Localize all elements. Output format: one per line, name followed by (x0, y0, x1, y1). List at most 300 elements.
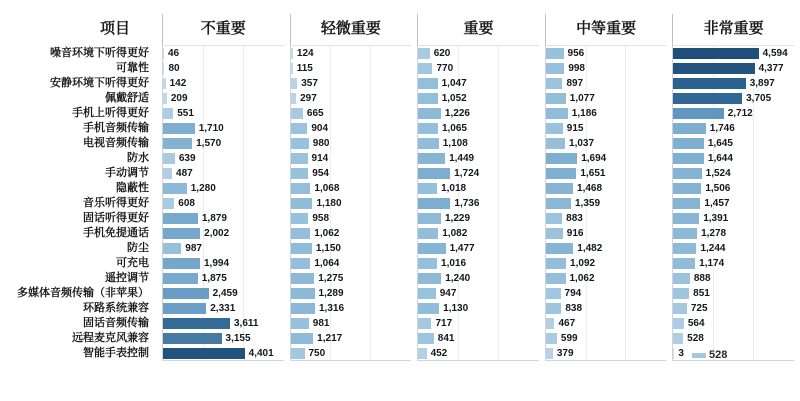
bar-value-label: 841 (437, 333, 455, 344)
bar-cell-col4 (545, 211, 667, 226)
bar-cell-col2 (290, 331, 412, 346)
bar[interactable] (418, 48, 430, 59)
bar-cell-col3 (417, 256, 539, 271)
bar-value-label: 487 (176, 168, 193, 179)
bar[interactable] (291, 273, 315, 284)
bar[interactable] (546, 228, 563, 239)
bar-cell-col2 (290, 136, 412, 151)
bar-cell-col2 (290, 76, 412, 91)
bar[interactable] (418, 243, 445, 254)
bar-cell-col4 (545, 106, 667, 121)
bar-value-label: 1,570 (196, 138, 222, 149)
bar[interactable] (291, 258, 311, 269)
bar-value-label: 1,065 (441, 123, 467, 134)
bar-cell-col4 (545, 136, 667, 151)
bar-value-label: 3,705 (746, 93, 772, 104)
bar-value-label: 1,068 (314, 183, 340, 194)
bar-cell-col4 (545, 226, 667, 241)
bar-value-label: 297 (300, 93, 317, 104)
bar[interactable] (163, 93, 167, 104)
bar[interactable] (418, 63, 432, 74)
bar-cell-col5 (672, 76, 794, 91)
bar[interactable] (673, 228, 697, 239)
bar-value-label: 1,278 (701, 228, 727, 239)
bar-value-label: 1,275 (318, 273, 344, 284)
bar-value-label: 770 (436, 63, 454, 74)
bar[interactable] (163, 168, 172, 179)
bar-value-label: 639 (178, 153, 196, 164)
bar-cell-col3 (417, 46, 539, 61)
bar-cell-col3 (417, 226, 539, 241)
items-column-header: 项目 (99, 20, 130, 37)
bar[interactable] (163, 318, 230, 329)
bar-value-label: 897 (566, 78, 584, 89)
bar-cell-col1 (162, 136, 284, 151)
bar-cell-col2 (290, 241, 412, 256)
bar-value-label: 1,047 (441, 78, 467, 89)
bar-cell-col2 (290, 61, 412, 76)
bar-value-label: 1,710 (198, 123, 224, 134)
bar[interactable] (546, 333, 557, 344)
bar-cell-col1 (162, 301, 284, 316)
category-label: 可靠性 (116, 62, 149, 74)
bar[interactable] (163, 123, 195, 134)
bar[interactable] (163, 228, 200, 239)
bar-value-label: 725 (690, 303, 708, 314)
bar-value-label: 794 (564, 288, 582, 299)
bar[interactable] (291, 78, 298, 89)
bar-cell-col3 (417, 271, 539, 286)
bar[interactable] (673, 153, 704, 164)
column-header-very-important: 非常重要 (672, 14, 794, 46)
bar-cell-col2 (290, 166, 412, 181)
category-label: 多媒体音频传输（非苹果） (17, 287, 149, 299)
bar-cell-col4 (545, 346, 667, 361)
bar-value-label: 1,644 (707, 153, 733, 164)
bar[interactable] (291, 63, 293, 74)
bar-cell-col5 (672, 106, 794, 121)
bar-cell-col2 (290, 211, 412, 226)
stray-bar-fragment (692, 349, 727, 361)
bar-value-label: 209 (170, 93, 188, 104)
bar[interactable] (418, 303, 439, 314)
bar-cell-col2 (290, 46, 412, 61)
bar[interactable] (291, 318, 309, 329)
bar[interactable] (291, 138, 309, 149)
bar-cell-col2 (290, 226, 412, 241)
bar[interactable] (673, 288, 689, 299)
bar[interactable] (673, 243, 696, 254)
bar[interactable] (163, 78, 166, 89)
bar-cell-col2 (290, 301, 412, 316)
bar-cell-col4 (545, 241, 667, 256)
bar[interactable] (546, 63, 565, 74)
bar[interactable] (546, 288, 561, 299)
bar[interactable] (291, 153, 308, 164)
bar-value-label: 947 (439, 288, 457, 299)
bar[interactable] (673, 303, 686, 314)
bar[interactable] (163, 348, 245, 359)
bar-cell-col3 (417, 196, 539, 211)
bar-cell-col5 (672, 166, 794, 181)
bar-cell-col1 (162, 226, 284, 241)
bar-cell-col1 (162, 106, 284, 121)
bar-cell-col1 (162, 151, 284, 166)
stray-bar (692, 353, 706, 358)
bar-value-label: 998 (568, 63, 585, 74)
bar[interactable] (418, 213, 441, 224)
category-label: 固话听得更好 (83, 212, 149, 224)
bar-value-label: 1,694 (581, 153, 607, 164)
bar-value-label: 1,457 (704, 198, 730, 209)
bar-cell-col5 (672, 211, 794, 226)
bar[interactable] (291, 303, 315, 314)
bar-value-label: 1,724 (454, 168, 480, 179)
bar-cell-col1 (162, 316, 284, 331)
bar-value-label: 1,468 (577, 183, 603, 194)
bar-cell-col4 (545, 46, 667, 61)
bar[interactable] (418, 108, 441, 119)
bar[interactable] (546, 93, 566, 104)
bar-value-label: 1,082 (442, 228, 468, 239)
bar[interactable] (673, 198, 700, 209)
bar-value-label: 1,736 (454, 198, 480, 209)
bar-cell-col1 (162, 166, 284, 181)
bar[interactable] (163, 213, 198, 224)
category-label: 遥控调节 (105, 272, 149, 284)
bar-value-label: 1,879 (201, 213, 227, 224)
bar-cell-col3 (417, 346, 539, 361)
bar[interactable] (418, 153, 445, 164)
bar[interactable] (673, 48, 758, 59)
bar[interactable] (291, 48, 293, 59)
bar-cell-col5 (672, 316, 794, 331)
category-label: 噪音环境下听得更好 (50, 47, 149, 59)
bar-cell-col2 (290, 271, 412, 286)
bar-value-label: 2,459 (212, 288, 238, 299)
bar-value-label: 838 (565, 303, 583, 314)
stray-bar-value: 528 (709, 349, 728, 361)
bar[interactable] (291, 183, 311, 194)
bar[interactable] (418, 273, 441, 284)
bar[interactable] (418, 78, 437, 89)
bar-value-label: 750 (308, 347, 326, 359)
bar-value-label: 3,155 (225, 333, 251, 344)
bar[interactable] (291, 288, 315, 299)
bar-value-label: 980 (312, 138, 330, 149)
bar-cell-col2 (290, 286, 412, 301)
bar[interactable] (291, 228, 311, 239)
bar[interactable] (673, 138, 704, 149)
bar-value-label: 467 (558, 318, 576, 329)
bar-value-label: 1,217 (317, 333, 343, 344)
bar[interactable] (546, 258, 566, 269)
bar-value-label: 1,037 (569, 138, 595, 149)
category-label: 手机音频传输 (83, 122, 149, 134)
bar[interactable] (163, 198, 174, 209)
bar[interactable] (418, 93, 438, 104)
bar-value-label: 1,994 (203, 258, 230, 269)
bar[interactable] (546, 243, 573, 254)
bar[interactable] (163, 63, 164, 74)
bar-cell-col1 (162, 91, 284, 106)
bar[interactable] (418, 348, 426, 359)
bar-cell-col1 (162, 271, 284, 286)
bar[interactable] (673, 318, 683, 329)
bar-cell-col5 (672, 196, 794, 211)
category-label: 智能手表控制 (83, 347, 149, 359)
category-label: 防尘 (127, 242, 149, 254)
bar[interactable] (673, 93, 742, 104)
bar[interactable] (291, 213, 309, 224)
category-label: 隐蔽性 (116, 182, 149, 194)
bar-cell-col4 (545, 121, 667, 136)
bar-value-label: 883 (566, 213, 583, 224)
bar-value-label: 1,746 (709, 123, 735, 134)
bar-value-label: 1,174 (699, 258, 725, 269)
bar-value-label: 1,226 (444, 108, 470, 119)
bar[interactable] (291, 198, 313, 209)
bar-value-label: 608 (178, 198, 195, 209)
bar[interactable] (418, 333, 434, 344)
bar[interactable] (546, 183, 573, 194)
bar[interactable] (673, 213, 699, 224)
bar-cell-col5 (672, 271, 794, 286)
bar[interactable] (546, 123, 563, 134)
bar-value-label: 124 (296, 48, 314, 59)
bar-value-label: 1,506 (705, 183, 731, 194)
bar[interactable] (163, 138, 192, 149)
bar-cell-col4 (545, 301, 667, 316)
bar-value-label: 1,052 (441, 93, 467, 104)
bar-cell-col2 (290, 256, 412, 271)
bar[interactable] (673, 108, 723, 119)
bar-cell-col2 (290, 106, 412, 121)
bar-value-label: 1,316 (319, 303, 345, 314)
bar-value-label: 851 (693, 288, 710, 299)
bar-cell-col5 (672, 226, 794, 241)
bar[interactable] (546, 168, 577, 179)
category-label: 手机上听得更好 (72, 107, 149, 119)
column-header-not-important: 不重要 (162, 14, 284, 46)
bar[interactable] (546, 348, 553, 359)
bar[interactable] (163, 258, 200, 269)
bar-cell-col3 (417, 166, 539, 181)
category-label: 手机免提通话 (83, 227, 149, 239)
bar[interactable] (673, 123, 705, 134)
bar[interactable] (163, 153, 175, 164)
bar-cell-col3 (417, 76, 539, 91)
bar[interactable] (546, 153, 577, 164)
bar[interactable] (163, 303, 206, 314)
bar-value-label: 1,064 (314, 258, 340, 269)
bar-cell-col1 (162, 61, 284, 76)
bar-value-label: 599 (560, 333, 578, 344)
bar[interactable] (673, 63, 754, 74)
bar-value-label: 142 (169, 78, 187, 89)
bar[interactable] (418, 198, 450, 209)
bar-value-label: 1,186 (571, 108, 597, 119)
bar[interactable] (673, 168, 701, 179)
bar-cell-col3 (417, 181, 539, 196)
bar-cell-col1 (162, 196, 284, 211)
chart-body (0, 46, 800, 361)
bar[interactable] (163, 243, 181, 254)
bar[interactable] (418, 228, 438, 239)
bar-value-label: 1,092 (570, 258, 596, 269)
bar[interactable] (673, 348, 674, 359)
bar-cell-col5 (672, 256, 794, 271)
bar-value-label: 2,712 (727, 108, 753, 119)
bar[interactable] (291, 93, 297, 104)
bar-value-label: 2,002 (204, 228, 230, 239)
bar[interactable] (291, 333, 314, 344)
bar-value-label: 1,062 (314, 228, 340, 239)
bar-cell-col1 (162, 241, 284, 256)
bar-cell-col4 (545, 61, 667, 76)
bar-value-label: 956 (567, 48, 585, 59)
bar-cell-col2 (290, 91, 412, 106)
category-label: 音乐听得更好 (83, 197, 149, 209)
bar-value-label: 1,289 (318, 288, 344, 299)
bar-value-label: 1,391 (703, 213, 729, 224)
column-header-slightly-important: 轻微重要 (290, 14, 412, 46)
bar[interactable] (546, 108, 568, 119)
bar-cell-col5 (672, 301, 794, 316)
bar[interactable] (291, 243, 312, 254)
bar-cell-col1 (162, 121, 284, 136)
bar-value-label: 981 (312, 318, 330, 329)
bar-value-label: 916 (566, 228, 584, 239)
bar-cell-col1 (162, 211, 284, 226)
bar-value-label: 1,875 (201, 273, 227, 284)
category-label: 安静环境下听得更好 (50, 77, 149, 89)
bar-value-label: 2,331 (210, 303, 236, 314)
bar[interactable] (546, 318, 555, 329)
bar-cell-col2 (290, 196, 412, 211)
category-label: 可充电 (116, 257, 149, 269)
bar[interactable] (673, 273, 689, 284)
category-label: 佩戴舒适 (105, 92, 149, 104)
bar[interactable] (418, 123, 438, 134)
bar[interactable] (163, 183, 187, 194)
bar[interactable] (673, 183, 701, 194)
bar-value-label: 1,477 (449, 243, 475, 254)
bar-cell-col1 (162, 256, 284, 271)
bar-value-label: 620 (433, 48, 451, 59)
bar-cell-col4 (545, 316, 667, 331)
bar-cell-col3 (417, 136, 539, 151)
bar[interactable] (163, 273, 198, 284)
bar[interactable] (163, 108, 173, 119)
bar[interactable] (291, 168, 309, 179)
bar[interactable] (418, 138, 439, 149)
category-label: 环路系统兼容 (83, 302, 149, 314)
bar[interactable] (546, 273, 566, 284)
bar[interactable] (546, 303, 562, 314)
bar-value-label: 1,130 (443, 303, 469, 314)
bar[interactable] (418, 318, 431, 329)
bar-cell-col3 (417, 91, 539, 106)
bar-cell-col4 (545, 196, 667, 211)
bar[interactable] (163, 48, 164, 59)
bar[interactable] (291, 108, 303, 119)
bar-value-label: 115 (296, 63, 313, 74)
bar-cell-col5 (672, 181, 794, 196)
bar[interactable] (163, 333, 222, 344)
bar-value-label: 528 (687, 333, 704, 344)
bar-cell-col4 (545, 76, 667, 91)
bar[interactable] (291, 348, 305, 359)
bar[interactable] (673, 258, 695, 269)
bar-value-label: 1,280 (190, 183, 216, 194)
bar-cell-col5 (672, 331, 794, 346)
bar-cell-col1 (162, 346, 284, 361)
bar-cell-col2 (290, 181, 412, 196)
chart-header-row (0, 14, 800, 46)
bar-value-label: 4,401 (248, 347, 274, 359)
bar[interactable] (418, 288, 436, 299)
bar-value-label: 379 (556, 347, 574, 359)
bar-cell-col1 (162, 286, 284, 301)
bar-value-label: 958 (312, 213, 330, 224)
bar[interactable] (418, 258, 437, 269)
bar-value-label: 1,108 (442, 138, 468, 149)
bar-value-label: 3 (678, 347, 684, 359)
bar[interactable] (418, 183, 437, 194)
bar[interactable] (418, 168, 450, 179)
bar-value-label: 1,449 (449, 153, 475, 164)
column-header-important: 重要 (417, 14, 539, 46)
bar[interactable] (546, 213, 562, 224)
bar-value-label: 1,150 (315, 243, 341, 254)
bar[interactable] (546, 138, 565, 149)
bar-value-label: 3,611 (233, 318, 259, 329)
bar-value-label: 1,651 (580, 168, 606, 179)
bar-cell-col4 (545, 91, 667, 106)
bar[interactable] (546, 78, 563, 89)
bar-cell-col3 (417, 286, 539, 301)
bar-value-label: 1,077 (569, 93, 595, 104)
bar[interactable] (546, 198, 571, 209)
bar-cell-col3 (417, 151, 539, 166)
bar-cell-col4 (545, 271, 667, 286)
bar-value-label: 452 (430, 347, 448, 359)
bar-value-label: 4,594 (762, 48, 788, 59)
bar-cell-col3 (417, 301, 539, 316)
bar-cell-col1 (162, 181, 284, 196)
bar[interactable] (673, 78, 745, 89)
bar-cell-col5 (672, 61, 794, 76)
bar-cell-col1 (162, 76, 284, 91)
bar-cell-col5 (672, 151, 794, 166)
category-label: 防水 (127, 152, 149, 164)
category-label: 固话音频传输 (83, 317, 149, 329)
bar-cell-col3 (417, 331, 539, 346)
bar-value-label: 1,229 (444, 213, 471, 224)
bar-value-label: 1,244 (700, 243, 726, 254)
column-header-moderately-important: 中等重要 (545, 14, 667, 46)
bar-cell-col4 (545, 151, 667, 166)
bar[interactable] (163, 288, 209, 299)
bar-value-label: 987 (185, 243, 202, 254)
bar[interactable] (546, 48, 564, 59)
bar-value-label: 80 (168, 63, 180, 74)
bar[interactable] (673, 333, 683, 344)
bar-cell-col4 (545, 181, 667, 196)
bar-value-label: 915 (566, 123, 584, 134)
bar[interactable] (291, 123, 308, 134)
